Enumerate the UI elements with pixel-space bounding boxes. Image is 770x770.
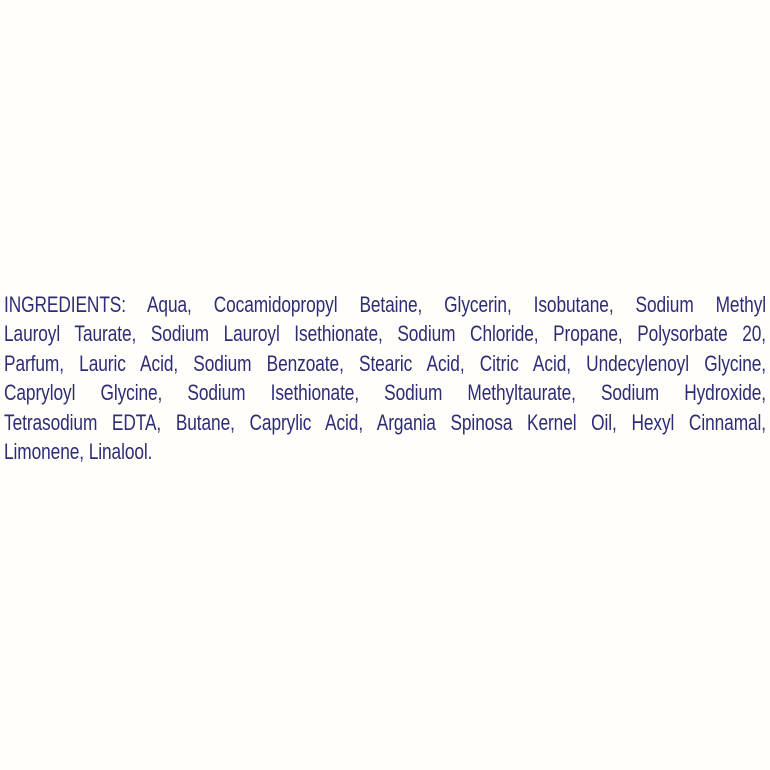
ingredients-line-4: Capryloyl Glycine, Sodium Isethionate, Sodium Methyltaurate, Sodium Hydroxide, [4,380,767,406]
ingredients-line-1: INGREDIENTS: Aqua, Cocamidopropyl Betaine, Glycerin, Isobutane, Sodium Methyl [4,292,767,317]
ingredients-label [4,290,766,466]
ingredients-line-3: Parfum, Lauric Acid, Sodium Benzoate, Stearic Acid, Citric Acid, Undecylenoyl Glycine, [4,350,767,376]
ingredients-line-2: Lauroyl Taurate, Sodium Lauroyl Isethionate, Sodium Chloride, Propane, Polysorbate 20, [4,321,767,347]
ingredients-line-6: Limonene, Linalool. [4,439,153,465]
ingredients-line-5: Tetrasodium EDTA, Butane, Caprylic Acid, Argania Spinosa Kernel Oil, Hexyl Cinnamal, [4,409,767,435]
